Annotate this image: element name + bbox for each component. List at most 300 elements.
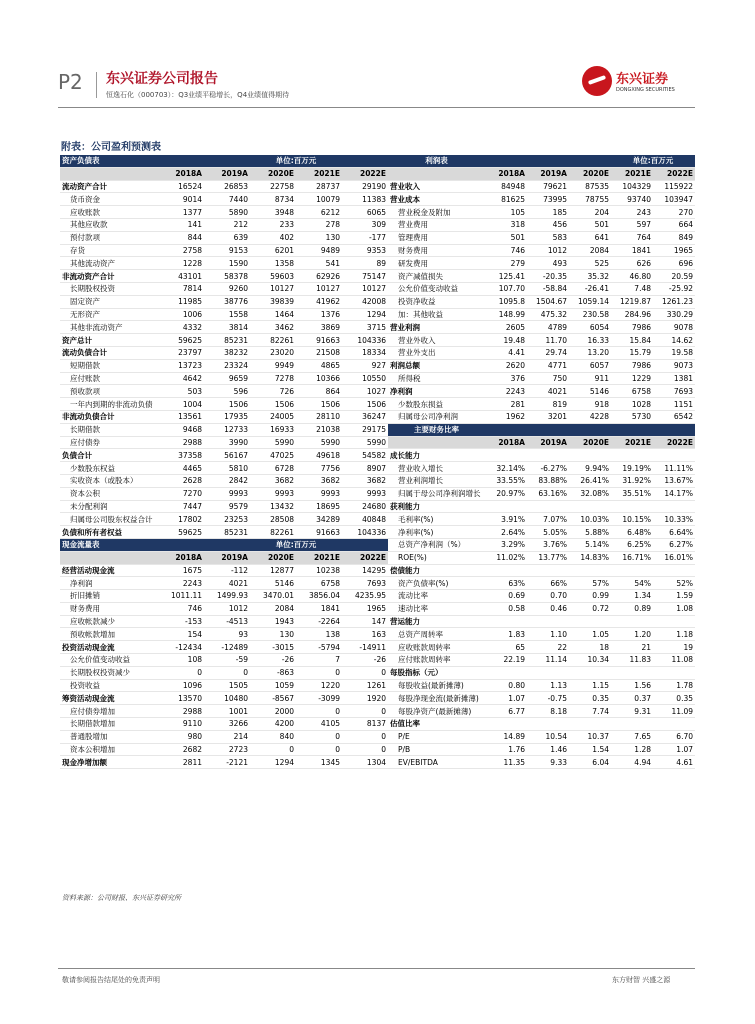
- value-cell: [611, 666, 653, 679]
- value-cell: 1506: [342, 398, 388, 411]
- row-label: 筹资活动现金流: [60, 692, 158, 705]
- value-cell: 583: [527, 231, 569, 244]
- value-cell: 7.74: [569, 705, 611, 718]
- value-cell: 59603: [250, 270, 296, 283]
- value-cell: 1059: [250, 679, 296, 692]
- row-label: 加：其他收益: [388, 308, 485, 321]
- value-cell: 1943: [250, 615, 296, 628]
- value-cell: 0.37: [611, 692, 653, 705]
- value-cell: 10.33%: [653, 513, 695, 526]
- year-header: 2018A: [158, 167, 204, 180]
- value-cell: -177: [342, 231, 388, 244]
- value-cell: -20.35: [527, 270, 569, 283]
- footer-slogan: 东方财智 兴盛之源: [612, 976, 671, 984]
- value-cell: 16.01%: [653, 551, 695, 564]
- row-label: 预付款项: [60, 231, 158, 244]
- value-cell: 918: [569, 398, 611, 411]
- value-cell: 6728: [250, 462, 296, 475]
- value-cell: 103947: [653, 193, 695, 206]
- value-cell: 6758: [296, 577, 342, 590]
- value-cell: 376: [485, 372, 527, 385]
- value-cell: 93: [204, 628, 250, 641]
- year-header: 2018A: [485, 436, 527, 449]
- value-cell: 2682: [158, 743, 204, 756]
- row-label: 其他流动资产: [60, 257, 158, 270]
- table-row: [60, 218, 695, 231]
- row-label: 营业利润增长: [388, 474, 485, 487]
- value-cell: 2628: [158, 474, 204, 487]
- report-title: 东兴证券公司报告: [106, 71, 218, 87]
- row-label: 总资产净利润（%）: [388, 538, 485, 551]
- value-cell: [569, 615, 611, 628]
- value-cell: 1.54: [569, 743, 611, 756]
- row-label: 长期股权投资减少: [60, 666, 158, 679]
- year-header: 2021E: [611, 167, 653, 180]
- value-cell: 844: [158, 231, 204, 244]
- row-label: 净利率(%): [388, 526, 485, 539]
- value-cell: 279: [485, 257, 527, 270]
- table-row: [60, 270, 695, 283]
- value-cell: [569, 718, 611, 731]
- table-row: [60, 244, 695, 257]
- value-cell: [527, 615, 569, 628]
- value-cell: 1096: [158, 679, 204, 692]
- value-cell: 21038: [296, 423, 342, 436]
- value-cell: [485, 718, 527, 731]
- value-cell: 746: [485, 244, 527, 257]
- table-row: [60, 423, 695, 436]
- table-row: [60, 526, 695, 539]
- value-cell: [653, 500, 695, 513]
- value-cell: 6065: [342, 206, 388, 219]
- value-cell: 1220: [296, 679, 342, 692]
- value-cell: 597: [611, 218, 653, 231]
- value-cell: 7278: [250, 372, 296, 385]
- value-cell: 147: [342, 615, 388, 628]
- value-cell: 5.14%: [569, 538, 611, 551]
- value-cell: 85231: [204, 334, 250, 347]
- value-cell: [527, 666, 569, 679]
- value-cell: 0: [342, 705, 388, 718]
- value-cell: 1965: [653, 244, 695, 257]
- value-cell: 7693: [342, 577, 388, 590]
- value-cell: 3.29%: [485, 538, 527, 551]
- row-label: 公允价值变动收益: [60, 654, 158, 667]
- value-cell: 11.35: [485, 756, 527, 769]
- value-cell: 1219.87: [611, 295, 653, 308]
- table-row: [60, 602, 695, 615]
- table-row: [60, 167, 695, 180]
- row-label: 营业外收入: [388, 334, 485, 347]
- value-cell: [569, 564, 611, 577]
- value-cell: 82261: [250, 526, 296, 539]
- value-cell: 91663: [296, 334, 342, 347]
- value-cell: 10366: [296, 372, 342, 385]
- value-cell: 10127: [342, 282, 388, 295]
- value-cell: 278: [296, 218, 342, 231]
- row-label: 应收账款周转率: [388, 641, 485, 654]
- row-label: 归属母公司股东权益合计: [60, 513, 158, 526]
- value-cell: 0: [296, 705, 342, 718]
- table-row: [60, 666, 695, 679]
- row-label: 毛利率(%): [388, 513, 485, 526]
- value-cell: 5810: [204, 462, 250, 475]
- value-cell: 58378: [204, 270, 250, 283]
- row-label: 负债和所有者权益: [60, 526, 158, 539]
- value-cell: 13723: [158, 359, 204, 372]
- value-cell: 1012: [527, 244, 569, 257]
- value-cell: 3.91%: [485, 513, 527, 526]
- value-cell: 13432: [250, 500, 296, 513]
- value-cell: 1294: [250, 756, 296, 769]
- value-cell: 7756: [296, 462, 342, 475]
- value-cell: 141: [158, 218, 204, 231]
- value-cell: 46.80: [611, 270, 653, 283]
- value-cell: 11.83: [611, 654, 653, 667]
- row-label: 净利润: [60, 577, 158, 590]
- year-header: 2019A: [204, 551, 250, 564]
- year-label-blank: [388, 167, 485, 180]
- value-cell: 7986: [611, 321, 653, 334]
- value-cell: 54582: [342, 449, 388, 462]
- value-cell: 9993: [342, 487, 388, 500]
- value-cell: 11.08: [653, 654, 695, 667]
- value-cell: 78755: [569, 193, 611, 206]
- row-label: 长期股权投资: [60, 282, 158, 295]
- value-cell: 29.74: [527, 346, 569, 359]
- row-label: 资本公积: [60, 487, 158, 500]
- value-cell: 3715: [342, 321, 388, 334]
- year-header: 2022E: [653, 436, 695, 449]
- value-cell: 284.96: [611, 308, 653, 321]
- value-cell: -3099: [296, 692, 342, 705]
- value-cell: 66%: [527, 577, 569, 590]
- value-cell: 35.32: [569, 270, 611, 283]
- value-cell: 38232: [204, 346, 250, 359]
- value-cell: 1590: [204, 257, 250, 270]
- row-label: 归属母公司净利润: [388, 410, 485, 423]
- value-cell: 764: [611, 231, 653, 244]
- value-cell: 2758: [158, 244, 204, 257]
- value-cell: 819: [527, 398, 569, 411]
- value-cell: 4105: [296, 718, 342, 731]
- value-cell: 26853: [204, 180, 250, 193]
- row-label: 获利能力: [388, 500, 485, 513]
- row-label: 现金净增加额: [60, 756, 158, 769]
- value-cell: [527, 500, 569, 513]
- value-cell: 1.76: [485, 743, 527, 756]
- value-cell: 746: [158, 602, 204, 615]
- table-row: [60, 679, 695, 692]
- value-cell: 3869: [296, 321, 342, 334]
- row-label: P/E: [388, 730, 485, 743]
- year-header: 2022E: [342, 167, 388, 180]
- value-cell: 7440: [204, 193, 250, 206]
- row-label: 流动比率: [388, 590, 485, 603]
- value-cell: 233: [250, 218, 296, 231]
- value-cell: 8907: [342, 462, 388, 475]
- value-cell: 7.07%: [527, 513, 569, 526]
- value-cell: -8567: [250, 692, 296, 705]
- value-cell: 849: [653, 231, 695, 244]
- table-row: [60, 346, 695, 359]
- value-cell: 17802: [158, 513, 204, 526]
- table-row: [60, 308, 695, 321]
- table-row: [60, 193, 695, 206]
- value-cell: 6.27%: [653, 538, 695, 551]
- value-cell: 22: [527, 641, 569, 654]
- value-cell: 3266: [204, 718, 250, 731]
- value-cell: 0: [342, 743, 388, 756]
- value-cell: 3682: [250, 474, 296, 487]
- value-cell: 4.61: [653, 756, 695, 769]
- value-cell: 10127: [296, 282, 342, 295]
- value-cell: -12489: [204, 641, 250, 654]
- value-cell: 9153: [204, 244, 250, 257]
- value-cell: 20.97%: [485, 487, 527, 500]
- value-cell: 41962: [296, 295, 342, 308]
- value-cell: 42008: [342, 295, 388, 308]
- is-unit: 单位:百万元: [611, 155, 695, 167]
- value-cell: 5890: [204, 206, 250, 219]
- source-note: 资料来源：公司财报、东兴证券研究所: [62, 894, 181, 902]
- year-label-blank: [388, 436, 485, 449]
- value-cell: 16.33: [569, 334, 611, 347]
- value-cell: -26.41: [569, 282, 611, 295]
- value-cell: 14295: [342, 564, 388, 577]
- value-cell: 1.10: [527, 628, 569, 641]
- value-cell: [653, 449, 695, 462]
- value-cell: [485, 666, 527, 679]
- row-label: 投资净收益: [388, 295, 485, 308]
- value-cell: 1.46: [527, 743, 569, 756]
- value-cell: [527, 449, 569, 462]
- value-cell: 1504.67: [527, 295, 569, 308]
- value-cell: 54%: [611, 577, 653, 590]
- value-cell: 24005: [250, 410, 296, 423]
- value-cell: 91663: [296, 526, 342, 539]
- value-cell: 1506: [250, 398, 296, 411]
- value-cell: 4021: [527, 385, 569, 398]
- value-cell: 10.03%: [569, 513, 611, 526]
- section-header-fill: [611, 423, 653, 436]
- table-row: [60, 590, 695, 603]
- value-cell: 5730: [611, 410, 653, 423]
- value-cell: 63.16%: [527, 487, 569, 500]
- table-row: [60, 410, 695, 423]
- value-cell: 1.56: [611, 679, 653, 692]
- section-header: 主要财务比率: [388, 423, 485, 436]
- value-cell: 85231: [204, 526, 250, 539]
- value-cell: 23020: [250, 346, 296, 359]
- value-cell: [611, 615, 653, 628]
- row-label: 应付账款: [60, 372, 158, 385]
- value-cell: 10550: [342, 372, 388, 385]
- row-label: 资产总计: [60, 334, 158, 347]
- row-label: 应付债券: [60, 436, 158, 449]
- value-cell: 1228: [158, 257, 204, 270]
- value-cell: 6.70: [653, 730, 695, 743]
- value-cell: 24680: [342, 500, 388, 513]
- value-cell: -14911: [342, 641, 388, 654]
- value-cell: 5146: [250, 577, 296, 590]
- year-header: 2019A: [527, 167, 569, 180]
- value-cell: 1.08: [653, 602, 695, 615]
- value-cell: 596: [204, 385, 250, 398]
- value-cell: 23797: [158, 346, 204, 359]
- value-cell: [653, 564, 695, 577]
- value-cell: 87535: [569, 180, 611, 193]
- row-label: 未分配利润: [60, 500, 158, 513]
- value-cell: 3.76%: [527, 538, 569, 551]
- value-cell: 230.58: [569, 308, 611, 321]
- row-label: 应收账款: [60, 206, 158, 219]
- value-cell: 1506: [296, 398, 342, 411]
- value-cell: 0: [342, 666, 388, 679]
- value-cell: 1.13: [527, 679, 569, 692]
- page-number: P2: [58, 70, 83, 94]
- value-cell: 6.77: [485, 705, 527, 718]
- row-label: 营业利润: [388, 321, 485, 334]
- value-cell: 0: [296, 666, 342, 679]
- value-cell: 696: [653, 257, 695, 270]
- row-label: 营业税金及附加: [388, 206, 485, 219]
- value-cell: 9.33: [527, 756, 569, 769]
- value-cell: 38776: [204, 295, 250, 308]
- row-label: 营业收入: [388, 180, 485, 193]
- year-header: 2019A: [204, 167, 250, 180]
- row-label: 短期借款: [60, 359, 158, 372]
- value-cell: 0.46: [527, 602, 569, 615]
- row-label: 少数股东损益: [388, 398, 485, 411]
- value-cell: 1261.23: [653, 295, 695, 308]
- value-cell: 13.20: [569, 346, 611, 359]
- section-header-fill: [158, 538, 204, 551]
- value-cell: 130: [296, 231, 342, 244]
- value-cell: 32.14%: [485, 462, 527, 475]
- row-label: 其他非流动资产: [60, 321, 158, 334]
- value-cell: 330.29: [653, 308, 695, 321]
- value-cell: 1.07: [653, 743, 695, 756]
- value-cell: 3856.04: [296, 590, 342, 603]
- logo-text-cn: 东兴证券: [616, 72, 669, 87]
- value-cell: 185: [527, 206, 569, 219]
- value-cell: 1377: [158, 206, 204, 219]
- disclaimer-note: 敬请参阅报告结尾处的免责声明: [62, 976, 160, 984]
- value-cell: 6.25%: [611, 538, 653, 551]
- value-cell: 475.32: [527, 308, 569, 321]
- value-cell: 7: [296, 654, 342, 667]
- row-label: 每股收益(最新摊薄): [388, 679, 485, 692]
- value-cell: 0.70: [527, 590, 569, 603]
- value-cell: 4200: [250, 718, 296, 731]
- value-cell: [653, 666, 695, 679]
- row-label: 应付账款周转率: [388, 654, 485, 667]
- value-cell: 6.04: [569, 756, 611, 769]
- year-header: 2018A: [158, 551, 204, 564]
- value-cell: 1028: [611, 398, 653, 411]
- value-cell: 726: [250, 385, 296, 398]
- value-cell: 163: [342, 628, 388, 641]
- value-cell: 1675: [158, 564, 204, 577]
- value-cell: 11.02%: [485, 551, 527, 564]
- value-cell: 3470.01: [250, 590, 296, 603]
- value-cell: 8734: [250, 193, 296, 206]
- row-label: 存货: [60, 244, 158, 257]
- value-cell: 243: [611, 206, 653, 219]
- forecast-table-wrap: [60, 155, 695, 769]
- value-cell: 4642: [158, 372, 204, 385]
- value-cell: 36247: [342, 410, 388, 423]
- value-cell: 33.55%: [485, 474, 527, 487]
- table-row: [60, 180, 695, 193]
- value-cell: 11.14: [527, 654, 569, 667]
- value-cell: 47025: [250, 449, 296, 462]
- value-cell: 1376: [296, 308, 342, 321]
- value-cell: 19.19%: [611, 462, 653, 475]
- value-cell: 56167: [204, 449, 250, 462]
- value-cell: 14.17%: [653, 487, 695, 500]
- row-label: 估值比率: [388, 718, 485, 731]
- value-cell: 2084: [569, 244, 611, 257]
- value-cell: 927: [342, 359, 388, 372]
- value-cell: 107.70: [485, 282, 527, 295]
- value-cell: 21: [611, 641, 653, 654]
- value-cell: 37358: [158, 449, 204, 462]
- value-cell: 11383: [342, 193, 388, 206]
- value-cell: 1001: [204, 705, 250, 718]
- row-label: 每股指标（元）: [388, 666, 485, 679]
- value-cell: 4865: [296, 359, 342, 372]
- value-cell: 82261: [250, 334, 296, 347]
- value-cell: 4235.95: [342, 590, 388, 603]
- table-row: [60, 334, 695, 347]
- value-cell: 10079: [296, 193, 342, 206]
- value-cell: 1.83: [485, 628, 527, 641]
- value-cell: 49618: [296, 449, 342, 462]
- row-label: 无形资产: [60, 308, 158, 321]
- table-row: [60, 564, 695, 577]
- row-label: 管理费用: [388, 231, 485, 244]
- value-cell: 125.41: [485, 270, 527, 283]
- value-cell: 28737: [296, 180, 342, 193]
- row-label: 应付债券增加: [60, 705, 158, 718]
- value-cell: [611, 500, 653, 513]
- value-cell: 65: [485, 641, 527, 654]
- value-cell: 501: [569, 218, 611, 231]
- value-cell: 10127: [250, 282, 296, 295]
- row-label: 其他应收款: [60, 218, 158, 231]
- value-cell: 115922: [653, 180, 695, 193]
- table-row: [60, 692, 695, 705]
- year-header: 2020E: [569, 436, 611, 449]
- value-cell: 7.65: [611, 730, 653, 743]
- row-label: 流动负债合计: [60, 346, 158, 359]
- value-cell: 1.59: [653, 590, 695, 603]
- section-header-fill: [204, 538, 250, 551]
- table-row: [60, 730, 695, 743]
- value-cell: 5990: [342, 436, 388, 449]
- row-label: 折旧摊销: [60, 590, 158, 603]
- value-cell: 2000: [250, 705, 296, 718]
- value-cell: 28110: [296, 410, 342, 423]
- value-cell: 7693: [653, 385, 695, 398]
- value-cell: 104336: [342, 526, 388, 539]
- value-cell: 9260: [204, 282, 250, 295]
- row-label: 货币资金: [60, 193, 158, 206]
- value-cell: 1505: [204, 679, 250, 692]
- value-cell: 204: [569, 206, 611, 219]
